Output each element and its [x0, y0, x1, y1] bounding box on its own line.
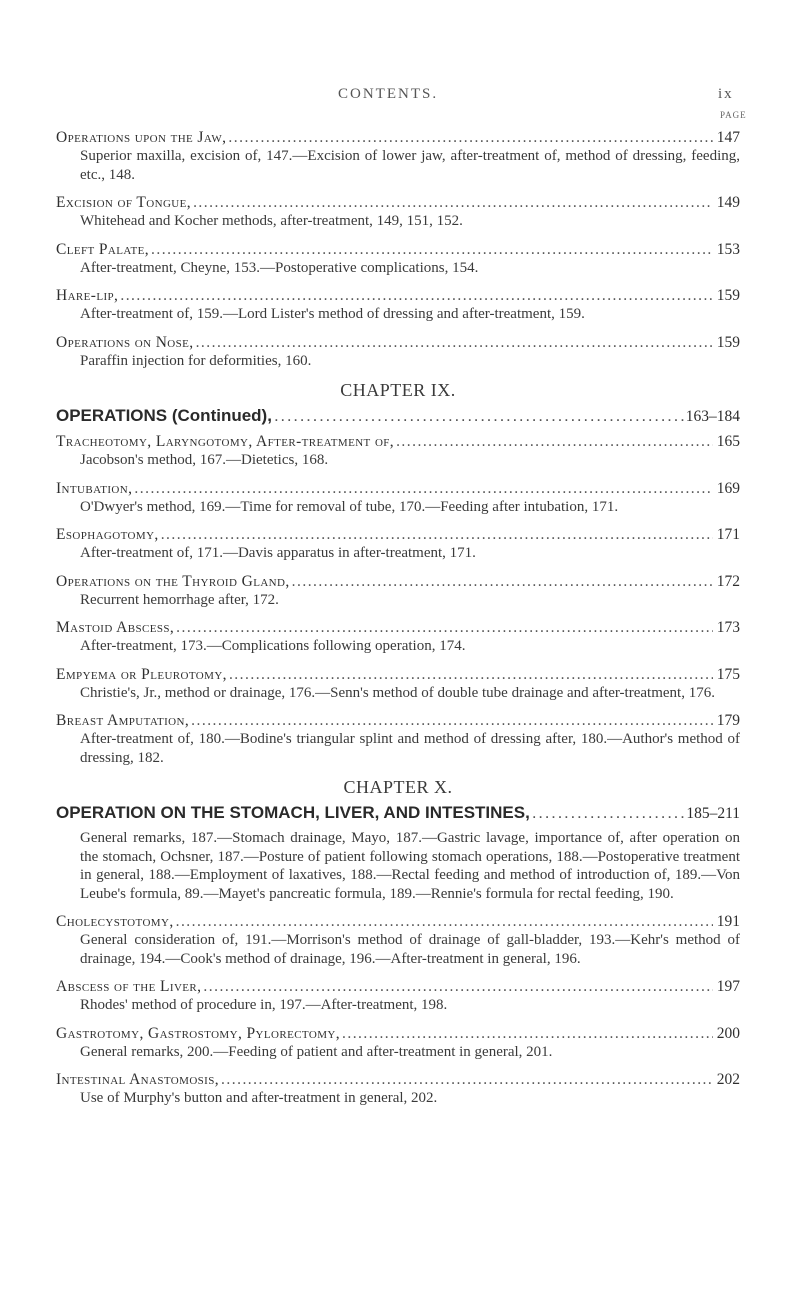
toc-page-number: 172 — [716, 572, 740, 590]
toc-entry — [56, 572, 740, 610]
toc-description: Whitehead and Kocher methods, after-treatment, 149, 151, 152. — [80, 213, 463, 229]
toc-page-number: 149 — [716, 194, 740, 211]
toc-heading: Cholecystotomy, — [56, 913, 174, 930]
toc-heading: Tracheotomy, Laryngotomy, After-treatment of, — [56, 433, 395, 450]
toc-description: Rhodes' method of procedure in, 197.—After-treatment, 198. — [80, 997, 448, 1013]
dot-leader — [120, 286, 712, 305]
toc-heading: Abscess of the Liver, — [56, 978, 202, 995]
toc-page-number: 175 — [716, 665, 740, 683]
toc-heading: Operations on Nose, — [56, 333, 194, 351]
toc-entry — [56, 977, 740, 1015]
toc-entry — [56, 1070, 740, 1108]
toc-page-number: 200 — [716, 1024, 740, 1042]
dot-leader — [532, 802, 684, 824]
toc-description: General remarks, 200.—Feeding of patient and after-treatment in general, 201. — [80, 1043, 553, 1060]
toc-heading: Empyema or Pleurotomy, — [56, 665, 227, 683]
toc-heading: Excision of Tongue, — [56, 194, 192, 211]
toc-entry — [56, 240, 740, 278]
running-head-title: CONTENTS. — [338, 86, 439, 102]
toc-page-number: 147 — [716, 129, 740, 146]
chapter-heading: CHAPTER X. — [343, 777, 453, 797]
toc-description: General consideration of, 191.—Morrison's method of drainage of gall-bladder, 193.—Kehr's method of drainage, 194.—Cook's method of drainage, 196.—After-treatment in general, 196. — [80, 932, 740, 967]
toc-page-number: 173 — [716, 619, 740, 636]
toc-description: After-treatment of, 180.—Bodine's triangular splint and method of dressing after, 180.—Author's method of dressing, 182. — [80, 731, 740, 766]
toc-entry — [56, 333, 740, 371]
dot-leader — [229, 665, 713, 684]
toc-description: O'Dwyer's method, 169.—Time for removal of tube, 170.—Feeding after intubation, 171. — [80, 498, 619, 515]
dot-leader — [274, 405, 684, 427]
toc-description: Jacobson's method, 167.—Dietetics, 168. — [80, 452, 329, 468]
toc-heading: Operations upon the Jaw, — [56, 129, 227, 146]
toc-entry — [56, 665, 740, 703]
dot-leader — [151, 240, 713, 259]
toc-description: After-treatment of, 159.—Lord Lister's method of dressing and after-treatment, 159. — [80, 306, 585, 322]
toc-entry — [56, 479, 740, 517]
toc-page-number: 165 — [716, 433, 740, 450]
toc-description: Recurrent hemorrhage after, 172. — [80, 591, 279, 608]
toc-entry — [56, 128, 740, 184]
part-page-range: 185–211 — [686, 805, 740, 822]
part-title: OPERATION ON THE STOMACH, LIVER, AND INTESTINES, — [56, 803, 530, 822]
toc-heading: Breast Amputation, — [56, 712, 190, 729]
toc-description: Use of Murphy's button and after-treatment in general, 202. — [80, 1090, 438, 1106]
toc-heading: Cleft Palate, — [56, 240, 150, 258]
part-title-line — [56, 405, 740, 428]
part-page-range: 163–184 — [685, 408, 740, 425]
toc-description: After-treatment of, 171.—Davis apparatus in after-treatment, 171. — [80, 545, 476, 561]
toc-entry — [56, 711, 740, 767]
toc-heading: Operations on the Thyroid Gland, — [56, 572, 290, 590]
dot-leader — [176, 912, 713, 931]
toc-page-number: 171 — [716, 526, 740, 543]
toc-heading: Intubation, — [56, 479, 133, 497]
toc-entry — [56, 525, 740, 563]
toc-description: After-treatment, Cheyne, 153.—Postoperative complications, 154. — [80, 259, 479, 276]
toc-entry — [56, 1024, 740, 1062]
toc-heading: Mastoid Abscess, — [56, 619, 175, 636]
toc-description: Superior maxilla, excision of, 147.—Excision of lower jaw, after-treatment of, method of dressing, feeding, etc., 148. — [80, 148, 740, 183]
toc-page-number: 202 — [716, 1071, 740, 1088]
toc-page-number: 159 — [716, 333, 740, 351]
dot-leader — [193, 193, 713, 212]
toc-entry — [56, 286, 740, 324]
toc-heading: Gastrotomy, Gastrostomy, Pylorectomy, — [56, 1024, 340, 1042]
dot-leader — [221, 1070, 713, 1089]
dot-leader — [342, 1024, 713, 1043]
toc-page-number: 197 — [716, 978, 740, 995]
dot-leader — [196, 333, 713, 352]
dot-leader — [176, 618, 713, 637]
toc-page-number: 169 — [716, 479, 740, 497]
toc-description: Paraffin injection for deformities, 160. — [80, 352, 312, 369]
dot-leader — [161, 525, 713, 544]
dot-leader — [134, 479, 712, 498]
dot-leader — [203, 977, 712, 996]
toc-heading: Intestinal Anastomosis, — [56, 1071, 220, 1088]
page-column-label: PAGE — [720, 110, 747, 120]
toc-description: Christie's, Jr., method or drainage, 176.—Senn's method of double tube drainage and after-treatment, 176. — [80, 684, 715, 701]
chapter-heading: CHAPTER IX. — [340, 380, 456, 400]
part-title-line — [56, 802, 740, 825]
toc-heading: Hare-lip, — [56, 287, 119, 304]
dot-leader — [228, 128, 712, 147]
toc-entry — [56, 193, 740, 231]
toc-page-number: 191 — [716, 913, 740, 930]
toc-page-number: 159 — [716, 287, 740, 304]
toc-heading: Esophagotomy, — [56, 526, 159, 543]
dot-leader — [292, 572, 713, 591]
running-head-page-number: ix — [718, 86, 734, 102]
dot-leader — [191, 711, 713, 730]
toc-page-number: 179 — [716, 712, 740, 729]
table-of-contents — [56, 128, 740, 1117]
part-title: OPERATIONS (Continued), — [56, 406, 272, 425]
chapter-intro: General remarks, 187.—Stomach drainage, Mayo, 187.—Gastric lavage, importance of, after operation on the stomach, Ochsner, 187.—Posture of patient following stomach operations, 188.—Postoperative treatment in general, 188.—Employment of laxatives, 188.—Rectal feeding and method of introduction of, 189.—Von Leube's formula, 89.—Mayet's pancreatic formula, 189.—Rennie's formula for rectal feeding, 190. — [80, 830, 740, 902]
toc-description: After-treatment, 173.—Complications following operation, 174. — [80, 638, 466, 654]
dot-leader — [396, 432, 713, 451]
toc-page-number: 153 — [716, 240, 740, 258]
toc-entry — [56, 432, 740, 470]
toc-entry — [56, 618, 740, 656]
toc-entry — [56, 912, 740, 968]
